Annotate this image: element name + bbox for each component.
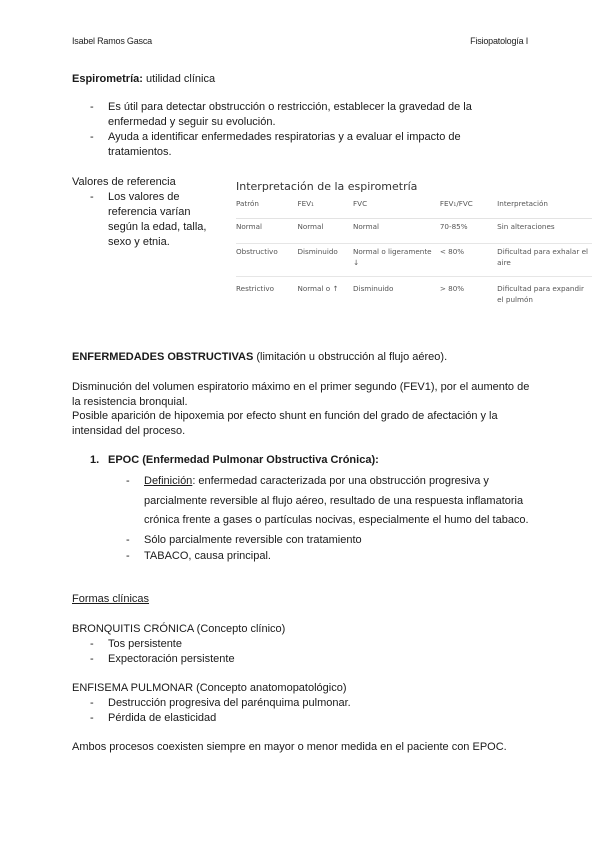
table-cell: Dificultad para expandir el pulmón [497, 284, 585, 304]
enfisema-title: ENFISEMA PULMONAR (Concepto anatomopatológico) [72, 682, 347, 694]
table-header-cell: FVC [353, 198, 440, 219]
espirometria-heading [72, 72, 532, 87]
table-cell: Normal [297, 219, 353, 244]
valores-referencia-bullet: - Los valores de referencia varían según la edad, talla, sexo y etnia. [90, 190, 218, 250]
list-item: - Expectoración persistente [90, 652, 390, 667]
list-item: - Pérdida de elasticidad [90, 711, 430, 726]
table-cell: 70-85% [440, 219, 497, 244]
obstructivas-paragraph: Posible aparición de hipoxemia por efecto shunt en función del grado de afectación y la intensidad del proceso. [72, 410, 498, 437]
definition-text: : enfermedad caracterizada por una obstrucción progresiva y parcialmente reversible al flujo aéreo, resultado de una respuesta inflamatoria crónica frente a gases o partículas nocivas, especialmente el humo del tabaco. [144, 475, 529, 526]
valores-referencia-title: Valores de referencia [72, 176, 176, 188]
espirometria-bullet: - Es útil para detectar obstrucción o restricción, establecer la gravedad de la enfermedad y seguir su evolución. [90, 100, 490, 130]
table-header-cell: FEV₁/FVC [440, 198, 497, 219]
spirometry-table-title: Interpretación de la espirometría [236, 180, 418, 193]
table-row [236, 277, 592, 314]
espirometria-heading-rest: utilidad clínica [142, 73, 216, 85]
table-row [236, 219, 592, 244]
obstructivas-heading-rest: (limitación u obstrucción al flujo aéreo). [253, 351, 448, 363]
espirometria-bullets [90, 100, 490, 160]
epoc-bullet: - TABACO, causa principal. [126, 549, 536, 564]
definition-label: Definición [144, 475, 193, 487]
table-cell: Dificultad para exhalar el aire [497, 244, 592, 277]
epoc-definition [126, 472, 536, 531]
table-cell: Disminuido [297, 244, 353, 277]
table-header-cell: Patrón [236, 198, 297, 219]
epoc-bullet: - Sólo parcialmente reversible con tratamiento [126, 533, 536, 548]
table-cell: Normal o ligeramente ↓ [353, 244, 440, 277]
formas-clinicas-title: Formas clínicas [72, 593, 150, 605]
espirometria-bullet: - Ayuda a identificar enfermedades respiratorias y a evaluar el impacto de tratamientos. [90, 130, 490, 160]
epoc-number: 1. [90, 454, 100, 466]
obstructivas-paragraph: Disminución del volumen espiratorio máximo en el primer segundo (FEV1), por el aumento de la resistencia bronquial. [72, 381, 530, 408]
obstructivas-heading [72, 350, 542, 365]
list-item: - Destrucción progresiva del parénquima pulmonar. [90, 696, 430, 711]
table-row [236, 244, 592, 277]
closing-paragraph: Ambos procesos coexisten siempre en mayor o menor medida en el paciente con EPOC. [72, 741, 507, 753]
table-cell: > 80% [439, 284, 465, 293]
table-cell: Obstructivo [236, 244, 297, 277]
valores-referencia-list [90, 190, 218, 250]
header-subject: Fisiopatología I [470, 36, 528, 46]
table-cell: Normal [236, 219, 297, 244]
epoc-bullets [126, 472, 536, 564]
table-cell: Sin alteraciones [497, 219, 592, 244]
header-author: Isabel Ramos Gasca [72, 36, 152, 46]
table-cell: Normal o ↑ [297, 284, 339, 293]
epoc-title: EPOC (Enfermedad Pulmonar Obstructiva Crónica): [108, 454, 379, 466]
table-header-row [236, 198, 592, 219]
table-cell: < 80% [440, 244, 497, 277]
espirometria-heading-bold: Espirometría: [72, 73, 143, 85]
enfisema-list [90, 696, 430, 726]
bronquitis-list [90, 637, 390, 667]
table-cell: Restrictivo [236, 284, 275, 293]
bronquitis-title: BRONQUITIS CRÓNICA (Concepto clínico) [72, 623, 286, 635]
spirometry-table [236, 198, 592, 313]
obstructivas-heading-bold: ENFERMEDADES OBSTRUCTIVAS [72, 351, 254, 363]
table-header-cell: FEV₁ [297, 198, 353, 219]
table-cell: Disminuido [353, 284, 394, 293]
table-header-cell: Interpretación [497, 198, 592, 219]
table-cell: Normal [353, 219, 440, 244]
spirometry-table-figure [232, 178, 592, 314]
list-item: - Tos persistente [90, 637, 390, 652]
